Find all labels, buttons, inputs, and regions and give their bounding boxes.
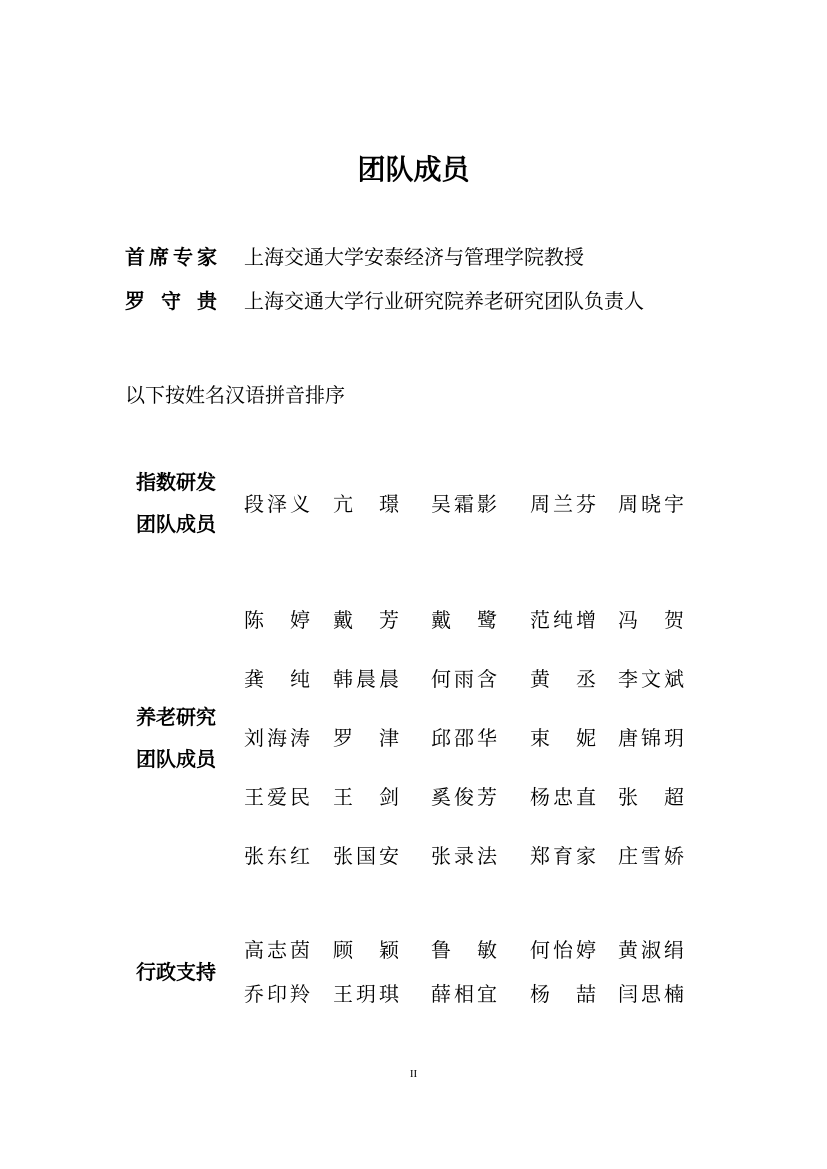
chief-expert-label: 首席专家 (125, 245, 217, 269)
member-name: 闫思楠 (618, 982, 684, 1006)
sort-order-note: 以下按姓名汉语拼音排序 (125, 383, 345, 407)
member-name: 陈婷 (244, 608, 310, 632)
group-label-line: 养老研究 (136, 705, 216, 729)
group-label-admin-support (125, 951, 227, 993)
member-name: 王剑 (333, 785, 399, 809)
member-name: 高志茵 (244, 938, 310, 962)
member-name: 奚俊芳 (431, 785, 497, 809)
member-name: 李文斌 (618, 667, 684, 691)
member-name: 邱邵华 (431, 726, 497, 750)
member-name: 戴鹭 (431, 608, 497, 632)
chief-expert-name: 罗守贵 (125, 289, 217, 313)
member-name: 王爱民 (244, 785, 310, 809)
member-name: 周兰芬 (530, 492, 596, 516)
member-name: 韩晨晨 (333, 667, 399, 691)
member-name: 冯贺 (618, 608, 684, 632)
chief-expert-role: 上海交通大学行业研究院养老研究团队负责人 (244, 289, 644, 313)
member-name: 顾颖 (333, 938, 399, 962)
group-label-line: 行政支持 (136, 960, 216, 984)
member-name: 杨喆 (530, 982, 596, 1006)
member-name: 王玥琪 (333, 982, 399, 1006)
member-name: 何怡婷 (530, 938, 596, 962)
member-name: 戴芳 (333, 608, 399, 632)
chief-expert-description: 上海交通大学安泰经济与管理学院教授 (244, 245, 584, 269)
member-name: 吴霜影 (431, 492, 497, 516)
member-name: 段泽义 (244, 492, 310, 516)
member-name: 张录法 (431, 844, 497, 868)
member-name: 薛相宜 (431, 982, 497, 1006)
member-name: 罗津 (333, 726, 399, 750)
page-number: II (409, 1068, 418, 1080)
member-name: 张超 (618, 785, 684, 809)
member-name: 刘海涛 (244, 726, 310, 750)
member-name: 范纯增 (530, 608, 596, 632)
member-name: 周晓宇 (618, 492, 684, 516)
member-name: 杨忠直 (530, 785, 596, 809)
member-name: 何雨含 (431, 667, 497, 691)
member-name: 黄淑绢 (618, 938, 684, 962)
group-label-line: 团队成员 (136, 512, 216, 536)
member-name: 张东红 (244, 844, 310, 868)
member-name: 乔印羚 (244, 982, 310, 1006)
member-name: 黄丞 (530, 667, 596, 691)
member-name: 亢璟 (333, 492, 399, 516)
page-title: 团队成员 (357, 153, 470, 186)
group-label-line: 团队成员 (136, 747, 216, 771)
member-name: 束妮 (530, 726, 596, 750)
group-label-line: 指数研发 (136, 470, 216, 494)
member-name: 龚纯 (244, 667, 310, 691)
member-name: 唐锦玥 (618, 726, 684, 750)
member-name: 庄雪娇 (618, 844, 684, 868)
group-label-index-rd (125, 461, 227, 545)
group-label-elderly-research (125, 696, 227, 780)
member-name: 张国安 (333, 844, 399, 868)
member-name: 郑育家 (530, 844, 596, 868)
member-name: 鲁敏 (431, 938, 497, 962)
